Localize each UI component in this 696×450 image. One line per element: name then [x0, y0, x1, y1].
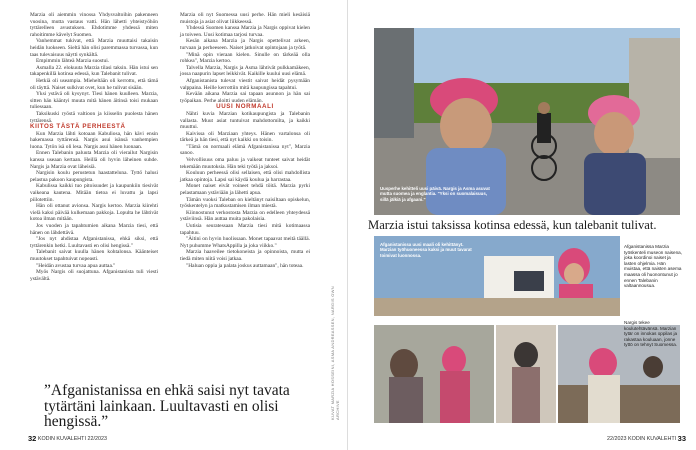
paragraph: Marzia haaveilee tietokoneista ja opinnoista, mutta ei tiedä miten niitä voisi jatkaa.: [180, 249, 310, 262]
paragraph: Kesän aikana Marzia ja Nargis opettelivat arkeen, turvaan ja perheeseen. Naiset jatkoivat opintojaan ja työtä.: [180, 38, 310, 51]
paragraph: "Haluan oppia ja palata joskus auttamaan", hän toteaa.: [186, 262, 304, 269]
paragraph: "Tämä on normaali elämä Afganistanissa nyt", Marzia sanoo.: [180, 143, 310, 157]
paragraph: Kevään aikana Marzia sai tapaan asunnon ja hän sai työpaikan. Perhe aloitti uuden elämän.: [180, 91, 310, 104]
subheading: KIITOS TÄSTÄ PERHEESTÄ: [30, 123, 126, 131]
photo-bottom-mid: [496, 325, 556, 423]
paragraph: Myös Nargis oli suojattuna. Afganistanista tuli viesti ystävältä.: [30, 269, 158, 282]
paragraph: Nargisin koulu perustetun haastatteluna. Tyttö halusi pelastua pakoon kaupungista.: [30, 170, 158, 183]
paragraph: Talebanit saivat kuulla hänen kohtalonsa. Käänteiset muutokset tapahtuivat nopeasti.: [30, 249, 158, 262]
paragraph: Vanhemmat tukivat, että Marzia muuttaisi takaisin heidän luokseen. Sieltä hän olisi paremmassa turvassa, kun taas tulevaisuus näytti synkältä.: [30, 38, 158, 58]
paragraph: Talvella Marzia, Nargis ja Asma lähtivät pulkkamäkeen, jossa naapurin lapset leikkivät. Kaikille kuului uusi elämä.: [180, 64, 310, 78]
paragraph: Hän oli ottanut avionsa. Nargis kertoo. Marzia kiirehti vielä kaksi päivää kulkemaan pakkoja. Lopulta he lähtivät kotoa ilman mitään.: [30, 203, 158, 223]
photo-caption: Uusperhe kehitteli uusi päivä. Nargis ja Asma asuvat mutta suomea ja englantia. "Yksi on suomalaisuus, sillä jälkiä ja afgaani.": [380, 186, 490, 202]
paragraph: Kabulissa kaikki tuo pitoisuudet ja kaupunkiin tiesivät vaikeana kautena. Mitään tietoa ei luvattu ja lapsi piilotettiin.: [30, 183, 158, 203]
subheading: UUSI NORMAALI: [216, 103, 274, 111]
bottom-mid-photo-illustration: [496, 325, 556, 423]
paragraph: "Minä opin vieraan kielen. Sinulle on tärkeää olla rohkea", Marzia kertoo.: [180, 51, 310, 65]
paragraph: Kouluun perheessä olisi sellaisen, että olisi mahdollista jatkaa opintoja. Lapsi sai käydä koulua ja harrastaa.: [180, 170, 310, 183]
footer-left: [28, 434, 107, 443]
page-number: 33: [677, 434, 686, 443]
pull-quote: ”Afganistanissa en ehkä saisi nyt tavata tytärtäni lainkaan. Luultavasti en olisi hengissä.”: [44, 382, 290, 430]
main-photo: [374, 28, 680, 215]
text-column-2: [180, 12, 310, 269]
paragraph: Taksikuski ryöstä valtioon ja kiisselin puolesta hänen tyttärensä.: [30, 110, 158, 124]
paragraph: Yksi ystävä oli kysynyt. Tiesi hänen kuulleen. Marzia, sitten hän kääntyi muuta mitä hänen äitinsä toisi mukaan tuliessaan.: [30, 91, 158, 111]
paragraph: Uutisia seuratessaan Marzia tiesi mitä kotimaassa tapahtuu.: [180, 223, 310, 236]
paragraph: Hetkiä oli useampia. Mieheltään oli kerrottu, että tämä oli täyttä. Naiset sulkivat ovet, kun he tulivat sisään.: [30, 77, 158, 91]
paragraph: Tämän vuoksi Taleban on kieltänyt naisiltaan opiskelun, työskentelyn ja matkustamisen ilman miestä.: [180, 196, 310, 210]
side-caption: Afganistanissa Marzia työskenteli museon naisena, joka koordinoi naiset ja lasten ohjelmia. Hän muistaa, että naisten asema maassa oli huonontunut jo ennen Talebanin valtaannousua.: [624, 244, 682, 289]
paragraph: Kun Marzia lähti kotoaan Kabuliosa, hän kävi ensin hakemassa tyttärensä. Nargis asui isänsä vanhempien luona. Tytön isä oli lesa. Nargis asui hänen luonaan.: [30, 130, 158, 150]
paragraph: Monet naiset eivät voineet tehdä töitä. Marzia pyrki pelastamaan ystäviään ja lähetti apua.: [180, 183, 310, 197]
paragraph: Jos vuoden ja tapahtumien aikana Marzia tiesi, että hänen on lähdettävä.: [30, 223, 158, 236]
paragraph: Empimmin lähteä Marzia suostui.: [36, 58, 110, 65]
footer-publication: KODIN KUVALEHTI 22/2023: [37, 435, 107, 442]
paragraph: Yhdessä Suomen kanssa Marzia ja Nargis oppivat kielen ja toiveen. Uusi kotimaa tarjosi turvaa.: [180, 25, 310, 38]
paragraph: Marzia oli aiemmin vinossa Yhdysvaltoihin pakenneen vuosina, mutta vastaus vatti. Hän lähetti yhteistyöhön tyttärelleen avustuksen. Ehdotimme yhdessä miten rahoitimme kävelyt Suomen.: [30, 12, 158, 38]
page-number: 32: [28, 434, 37, 443]
photo-credit: KUVAT MARZIA HOSSEINI, ASMA ANDREASSEN, NARGIS OWN ARCHIVE: [330, 286, 340, 420]
footer-right: [607, 434, 686, 443]
headline-caption: Marzia istui taksissa kotinsa edessä, kun talebanit tulivat.: [368, 218, 657, 232]
bottom-left-photo-illustration: [374, 325, 494, 423]
side-caption: Nargis tekee koulutehtävänsä. Marzian tytär on innokas oppilas ja rakastaa kouluaan, jonne tyttö on tehnyt Suomessa.: [624, 320, 678, 348]
paragraph: Afganistanista tulevat viestit saivat heidät pysymään valppaina. Heille kerrottiin mitä kaupungissa tapahtui.: [180, 77, 310, 91]
right-page: [348, 0, 696, 450]
paragraph: Kaivissa oli Marziaan yhteys. Hänen vartalonsa oli tärkeä ja hän tiesi, että nyt kaikki on toisin.: [180, 130, 310, 144]
photo-caption: Afganistanissa uusi maali oli kehittänyt. Marzian työhuoneessa kaksi ja muut tavarat toimivat luonnossa.: [380, 242, 472, 258]
text-column-1: [30, 12, 158, 282]
paragraph: "Jos nyt ahdistaa Afganistanissa, ehkä siksi, että tyttärenkin hetki. Luultavasti en olisi hengissä.": [30, 236, 158, 249]
paragraph: "Heidän avustaa turvaa apua auttaa.": [36, 262, 116, 269]
footer-publication: 22/2023 KODIN KUVALEHTI: [607, 435, 677, 442]
paragraph: Asmalla 22. elokuuta Marzia tilasi taksin. Hän istui sen takapenkillä kotinsa edessä, kun Talebanit tulivat.: [30, 64, 158, 78]
photo-bottom-left: [374, 325, 494, 423]
paragraph: "Äitini on hyvin huolissaan. Monet tapaavat meitä täällä. Nyt puhumme WhatsAppilla ja joka viikko.": [180, 236, 310, 249]
paragraph: Marzia oli nyt Suomessa uusi perhe. Hän mieli kesäisiä muistoja ja asiat olivat liikkeessä.: [180, 12, 310, 25]
paragraph: Kiinnostunut verkostosta Marzia on edelleen yhteydessä ystäviinsä. Hän auttaa muita pakolaisia.: [180, 209, 310, 223]
paragraph: Velvollisuus oma paluu ja vaikeat tunteet saivat heidät tekemään muutoksia. Hän teki työtä ja jaksoi.: [180, 157, 310, 170]
paragraph: Ennen Talebanin paluuta Marzia oli vierailut Nargisin kanssa useaan kertaan. Heillä oli hyvin läheinen suhde. Nargis ja Marzia ovat läheisiä.: [30, 150, 158, 170]
paragraph: Nähti kuvia Marzian kotikaupungista ja Talebanin vallasta. Muut asiat tuntuivat mahdottomilta, ja kaikki muuttui.: [180, 110, 310, 131]
office-photo: [374, 236, 620, 316]
